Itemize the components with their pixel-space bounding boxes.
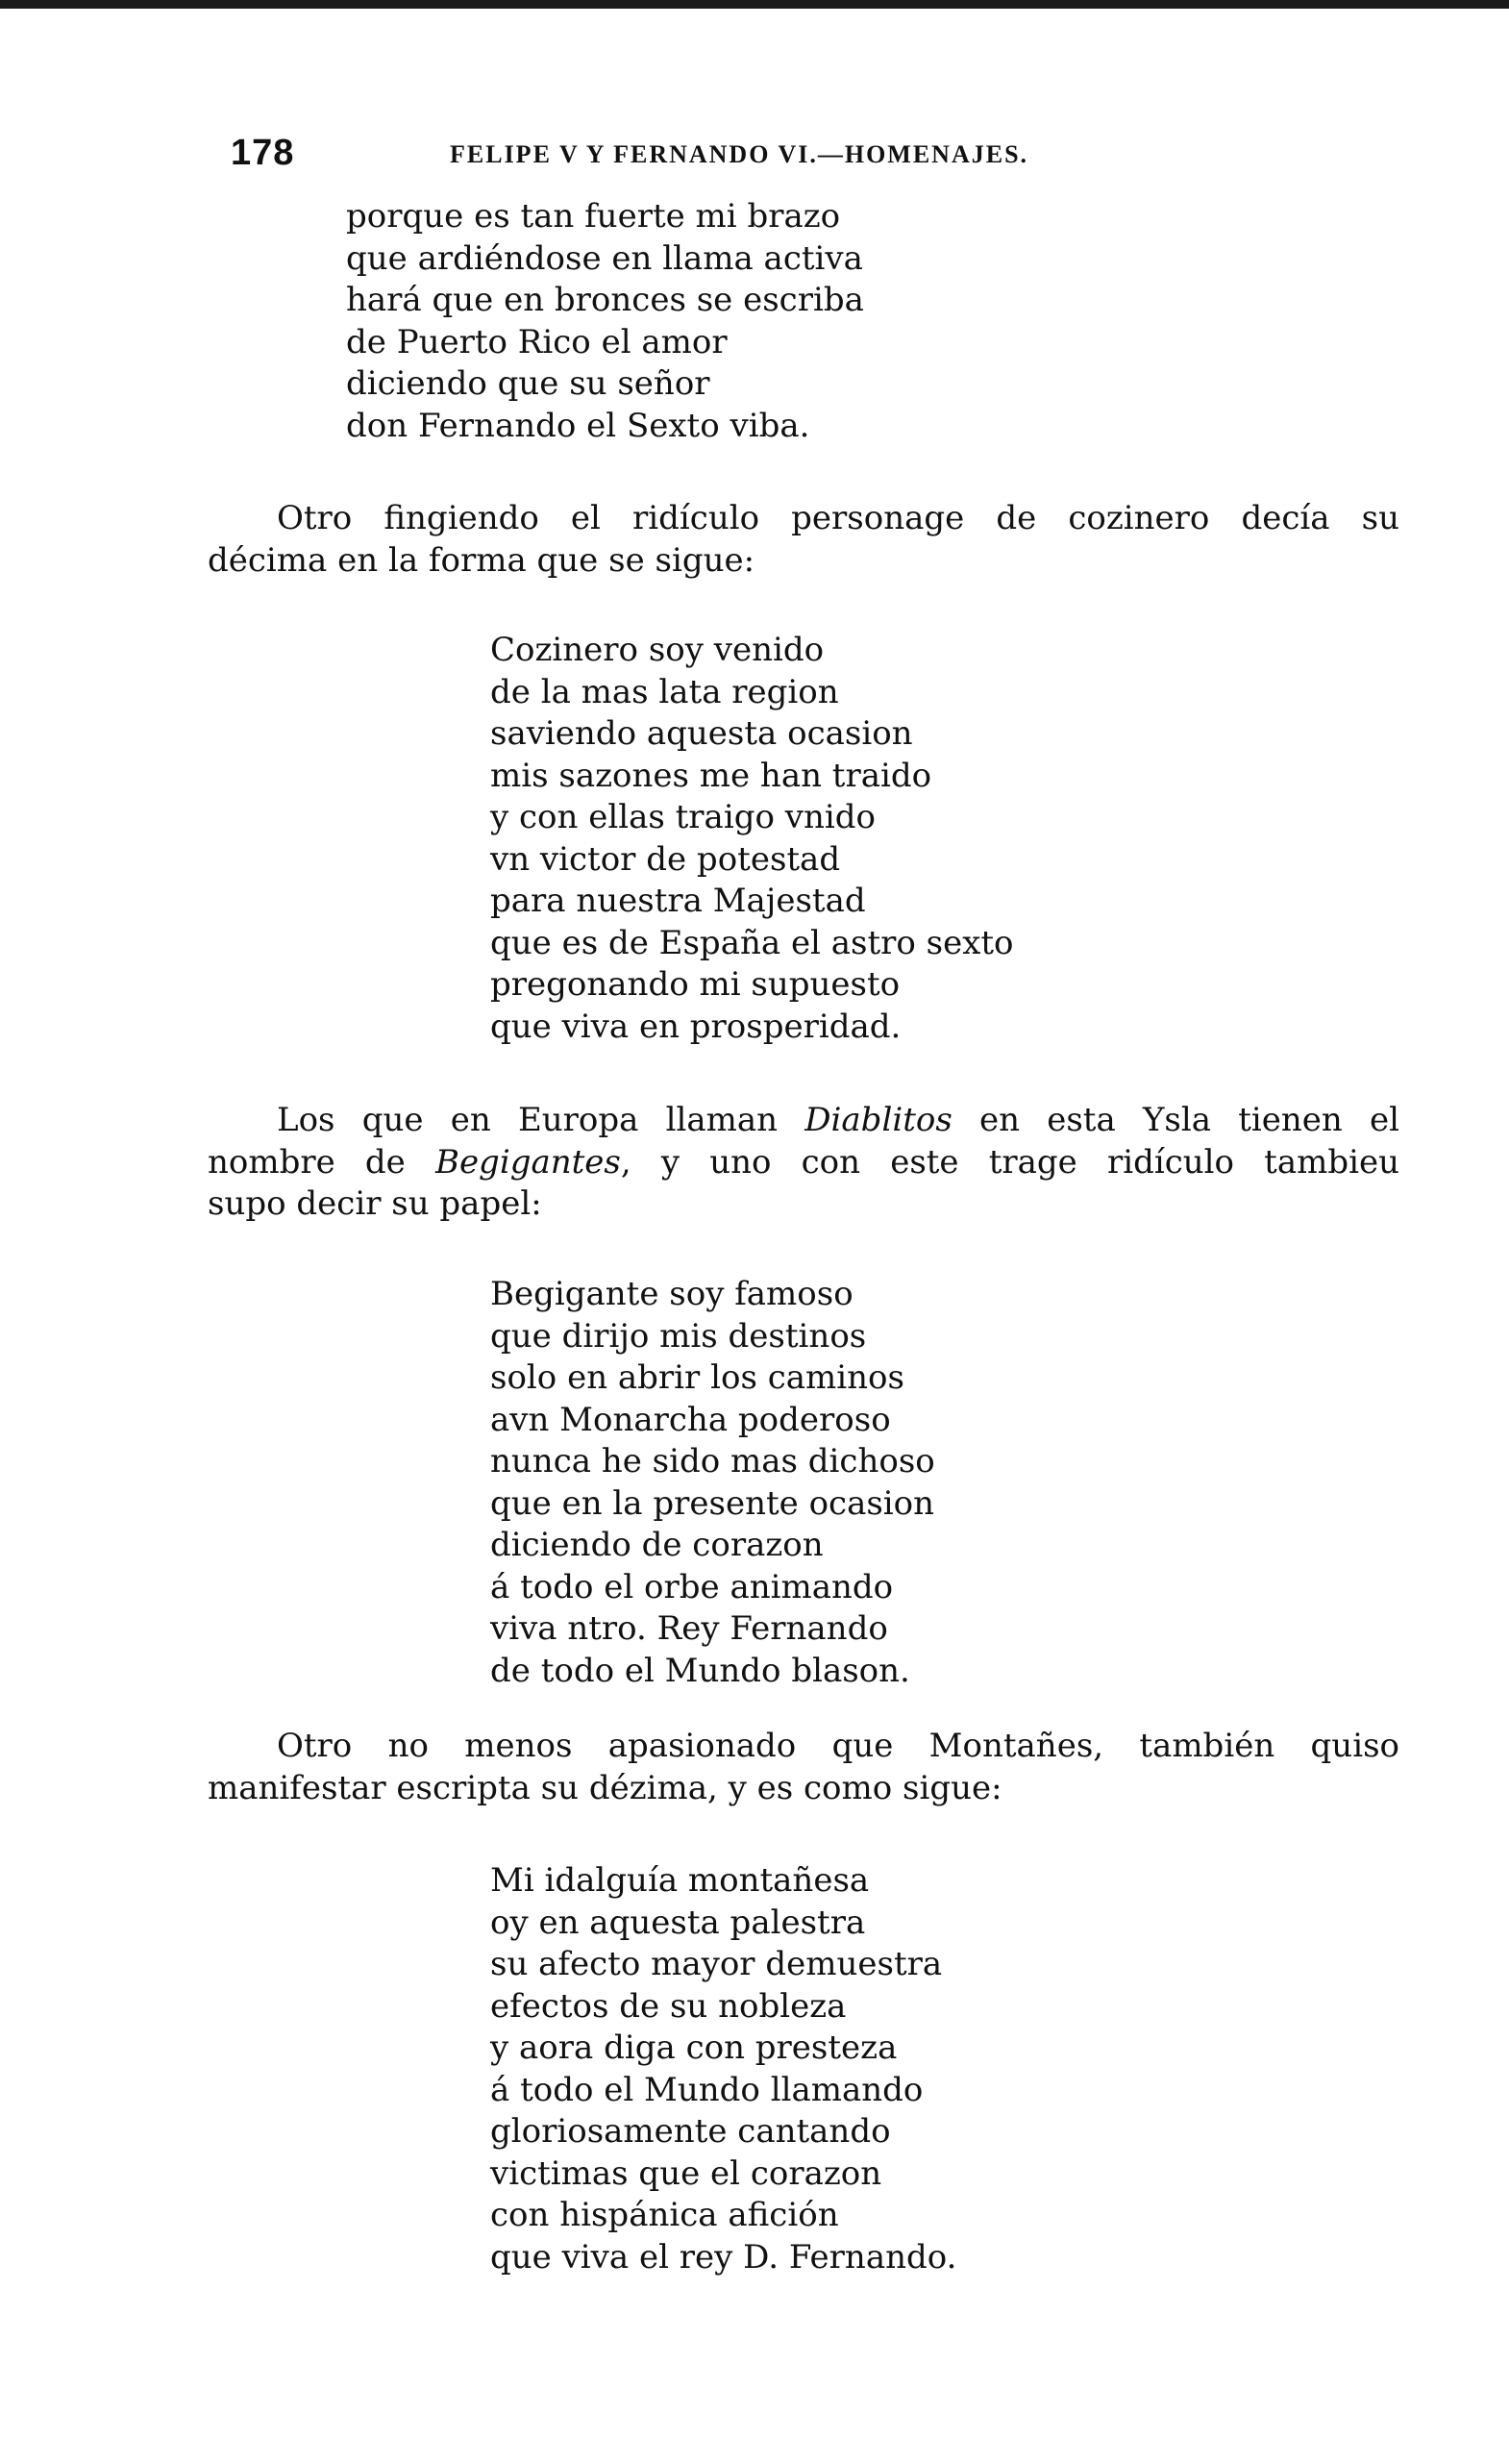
verse-stanza-3 xyxy=(490,1274,935,1692)
verse-line: saviendo aquesta ocasion xyxy=(490,714,913,753)
verse-line: Mi idalguía montañesa xyxy=(490,1861,870,1900)
prose-line: décima en la forma que se sigue: xyxy=(208,540,755,580)
page-header xyxy=(231,133,1192,181)
verse-line: pregonando mi supuesto xyxy=(490,965,901,1004)
verse-line: que dirijo mis destinos xyxy=(490,1316,867,1356)
verse-line: hará que en bronces se escriba xyxy=(346,281,864,319)
italic-term: Diablitos xyxy=(804,1101,952,1139)
verse-stanza-2 xyxy=(490,630,1014,1048)
verse-line: gloriosamente cantando xyxy=(490,2112,891,2151)
verse-line: y con ellas traigo vnido xyxy=(490,798,876,836)
verse-line: diciendo que su señor xyxy=(346,364,710,403)
verse-line: victimas que el corazon xyxy=(490,2153,882,2193)
verse-line: de todo el Mundo blason. xyxy=(490,1651,910,1690)
verse-line: que viva el rey D. Fernando. xyxy=(490,2237,957,2277)
verse-line: nunca he sido mas dichoso xyxy=(490,1442,935,1481)
verse-line: porque es tan fuerte mi brazo xyxy=(346,197,841,236)
verse-line: que es de España el astro sexto xyxy=(490,923,1014,962)
verse-line: don Fernando el Sexto viba. xyxy=(346,406,810,445)
prose-line xyxy=(208,1100,1399,1142)
prose-line: manifestar escripta su dézima, y es como sigue: xyxy=(208,1768,1002,1807)
top-border-rule xyxy=(0,0,1509,9)
prose-line xyxy=(208,1142,1399,1184)
prose-line: Otro no menos apasionado que Montañes, también quiso xyxy=(277,1727,1399,1765)
verse-line: Begigante soy famoso xyxy=(490,1275,853,1313)
verse-line: avn Monarcha poderoso xyxy=(490,1400,891,1439)
verse-stanza-4 xyxy=(490,1860,956,2278)
verse-line: vn victor de potestad xyxy=(490,839,841,879)
verse-line: que en la presente ocasion xyxy=(490,1483,935,1523)
verse-line: solo en abrir los caminos xyxy=(490,1358,904,1397)
prose-paragraph-3 xyxy=(208,1726,1399,1809)
verse-line: que viva en prosperidad. xyxy=(490,1007,902,1046)
italic-term: Begigantes xyxy=(434,1142,621,1182)
verse-line: Cozinero soy venido xyxy=(490,631,825,669)
verse-line: y aora diga con presteza xyxy=(490,2028,898,2067)
verse-line: de Puerto Rico el amor xyxy=(346,322,728,361)
verse-line: su afecto mayor demuestra xyxy=(490,1945,943,1983)
prose-paragraph-1 xyxy=(208,498,1399,582)
prose-line: Otro fingiendo el ridículo personage de cozinero decía su xyxy=(277,499,1399,537)
verse-line: que ardiéndose en llama activa xyxy=(346,238,863,278)
verse-line: con hispánica afición xyxy=(490,2196,839,2234)
page-number: 178 xyxy=(231,133,295,173)
verse-line: oy en aquesta palestra xyxy=(490,1903,866,1942)
verse-line: mis sazones me han traido xyxy=(490,756,932,795)
prose-paragraph-2 xyxy=(208,1100,1399,1226)
prose-line: supo decir su papel: xyxy=(208,1184,542,1223)
verse-line: á todo el Mundo llamando xyxy=(490,2070,924,2109)
verse-line: viva ntro. Rey Fernando xyxy=(490,1609,888,1648)
prose-text: nombre de xyxy=(208,1142,435,1182)
prose-text: en esta Ysla tienen el xyxy=(952,1101,1399,1139)
prose-text: , y uno con este trage ridículo tambieu xyxy=(620,1142,1399,1182)
verse-line: efectos de su nobleza xyxy=(490,1986,847,2026)
verse-line: para nuestra Majestad xyxy=(490,882,866,920)
verse-line: diciendo de corazon xyxy=(490,1526,824,1564)
prose-text: Los que en Europa llaman xyxy=(277,1101,805,1139)
verse-line: á todo el orbe animando xyxy=(490,1567,894,1606)
running-title: FELIPE V Y FERNANDO VI.—HOMENAJES. xyxy=(450,140,1029,168)
verse-stanza-1 xyxy=(346,196,864,447)
verse-line: de la mas lata region xyxy=(490,672,839,711)
